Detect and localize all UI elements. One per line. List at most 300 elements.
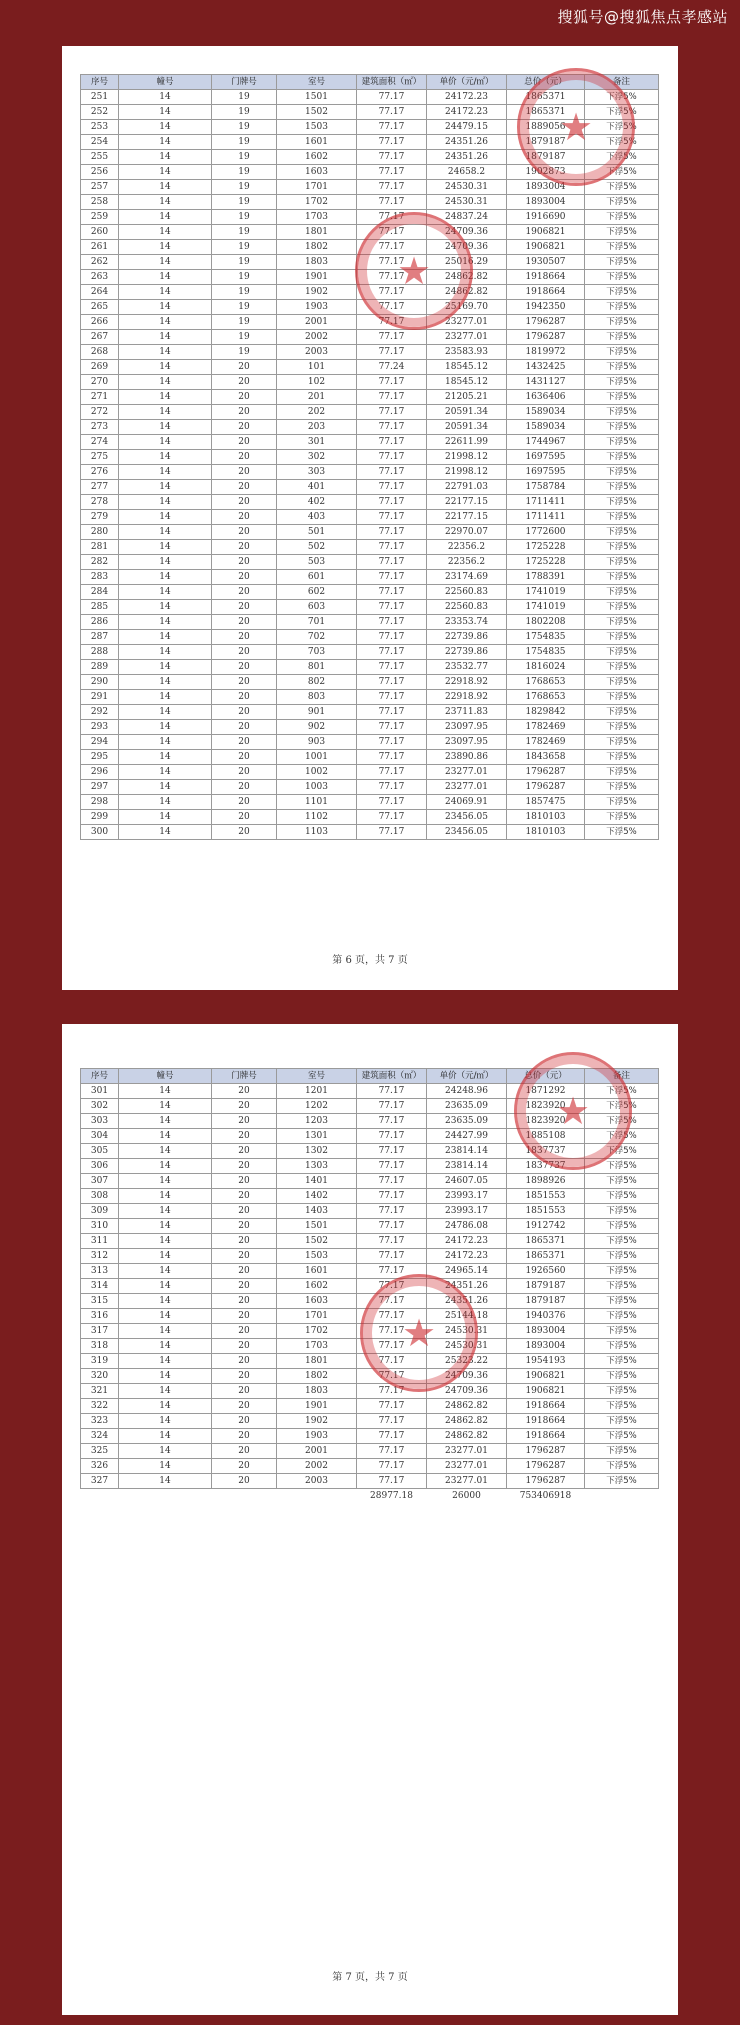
table-cell: 101 [277, 360, 357, 375]
table-cell: 22560.83 [427, 585, 507, 600]
table-cell: 324 [81, 1429, 119, 1444]
table-cell: 1502 [277, 1234, 357, 1249]
table-cell: 22356.2 [427, 540, 507, 555]
table-cell: 24530.31 [427, 1339, 507, 1354]
table-cell: 77.17 [357, 1414, 427, 1429]
table-cell: 21998.12 [427, 450, 507, 465]
table-cell: 282 [81, 555, 119, 570]
table-cell: 1803 [277, 1384, 357, 1399]
table-cell: 1001 [277, 750, 357, 765]
total-cell [585, 1489, 659, 1504]
table-cell: 77.17 [357, 435, 427, 450]
table-cell: 23277.01 [427, 1459, 507, 1474]
table-cell: 318 [81, 1339, 119, 1354]
watermark-text: 搜狐号@搜狐焦点孝感站 [557, 8, 728, 26]
table-cell: 271 [81, 390, 119, 405]
table-cell: 14 [119, 1459, 212, 1474]
table-cell: 20 [212, 540, 277, 555]
table-cell: 272 [81, 405, 119, 420]
table-row [81, 315, 659, 330]
table-cell: 1703 [277, 210, 357, 225]
table-cell: 20 [212, 1174, 277, 1189]
table-cell: 1636406 [507, 390, 585, 405]
table-cell: 19 [212, 255, 277, 270]
table-cell: 77.17 [357, 180, 427, 195]
table-cell: 259 [81, 210, 119, 225]
table-cell: 1697595 [507, 450, 585, 465]
table-cell: 下浮5% [585, 210, 659, 225]
table-cell: 77.17 [357, 1339, 427, 1354]
table-cell: 1879187 [507, 150, 585, 165]
table-cell: 24837.24 [427, 210, 507, 225]
table-cell: 下浮5% [585, 495, 659, 510]
table-cell: 77.17 [357, 165, 427, 180]
table-cell: 19 [212, 150, 277, 165]
table-cell: 下浮5% [585, 1144, 659, 1159]
table-cell: 14 [119, 405, 212, 420]
table-row [81, 1309, 659, 1324]
table-cell: 19 [212, 120, 277, 135]
table-cell: 266 [81, 315, 119, 330]
table-cell: 1603 [277, 1294, 357, 1309]
table-cell: 19 [212, 270, 277, 285]
table-cell: 20 [212, 765, 277, 780]
column-header: 室号 [277, 1069, 357, 1084]
table-cell: 1703 [277, 1339, 357, 1354]
table-cell: 1865371 [507, 90, 585, 105]
table-cell: 77.17 [357, 720, 427, 735]
table-cell: 23711.83 [427, 705, 507, 720]
table-cell: 14 [119, 360, 212, 375]
table-cell: 下浮5% [585, 135, 659, 150]
table-cell: 14 [119, 825, 212, 840]
table-cell: 23174.69 [427, 570, 507, 585]
table-cell: 308 [81, 1189, 119, 1204]
table-cell: 19 [212, 240, 277, 255]
table-cell: 273 [81, 420, 119, 435]
table-cell: 203 [277, 420, 357, 435]
table-cell: 289 [81, 660, 119, 675]
page-footer: 第 6 页，共 7 页 [332, 955, 408, 966]
table-cell: 261 [81, 240, 119, 255]
table-cell: 下浮5% [585, 600, 659, 615]
table-cell: 19 [212, 135, 277, 150]
table-cell: 14 [119, 180, 212, 195]
table-cell: 24530.31 [427, 1324, 507, 1339]
table-cell: 264 [81, 285, 119, 300]
table-cell: 23814.14 [427, 1144, 507, 1159]
table-cell: 77.17 [357, 1204, 427, 1219]
table-cell: 254 [81, 135, 119, 150]
table-cell: 601 [277, 570, 357, 585]
table-cell: 1503 [277, 120, 357, 135]
column-header: 建筑面积（㎡） [357, 1069, 427, 1084]
table-cell: 317 [81, 1324, 119, 1339]
table-cell: 77.17 [357, 150, 427, 165]
table-cell: 14 [119, 735, 212, 750]
table-cell: 下浮5% [585, 1114, 659, 1129]
table-cell: 23814.14 [427, 1159, 507, 1174]
table-cell: 22177.15 [427, 495, 507, 510]
table-cell: 327 [81, 1474, 119, 1489]
table-cell: 18545.12 [427, 375, 507, 390]
table-cell: 24172.23 [427, 90, 507, 105]
table-cell: 下浮5% [585, 675, 659, 690]
table-cell: 20 [212, 405, 277, 420]
table-cell: 下浮5% [585, 1339, 659, 1354]
table-cell: 14 [119, 540, 212, 555]
table-cell: 602 [277, 585, 357, 600]
table-cell: 19 [212, 210, 277, 225]
table-cell: 77.17 [357, 1354, 427, 1369]
table-cell: 19 [212, 315, 277, 330]
table-row [81, 630, 659, 645]
column-header: 序号 [81, 1069, 119, 1084]
table-cell: 77.17 [357, 90, 427, 105]
table-cell: 702 [277, 630, 357, 645]
table-row [81, 1084, 659, 1099]
table-cell: 14 [119, 1159, 212, 1174]
table-cell: 1898926 [507, 1174, 585, 1189]
table-cell: 14 [119, 705, 212, 720]
table-row [81, 540, 659, 555]
table-cell: 1431127 [507, 375, 585, 390]
table-cell: 下浮5% [585, 330, 659, 345]
table-row [81, 1324, 659, 1339]
table-cell: 312 [81, 1249, 119, 1264]
table-cell: 下浮5% [585, 240, 659, 255]
table-cell: 1865371 [507, 1234, 585, 1249]
table-row [81, 285, 659, 300]
table-cell: 14 [119, 345, 212, 360]
table-cell: 24172.23 [427, 105, 507, 120]
table-cell: 20 [212, 1264, 277, 1279]
table-cell: 1796287 [507, 765, 585, 780]
table-cell: 20 [212, 1399, 277, 1414]
table-row [81, 360, 659, 375]
table-cell: 下浮5% [585, 705, 659, 720]
table-row [81, 1219, 659, 1234]
table-cell: 14 [119, 1279, 212, 1294]
table-cell: 22918.92 [427, 690, 507, 705]
table-cell: 299 [81, 810, 119, 825]
table-cell: 14 [119, 720, 212, 735]
table-cell: 下浮5% [585, 180, 659, 195]
table-cell: 77.17 [357, 660, 427, 675]
table-cell: 下浮5% [585, 360, 659, 375]
table-cell: 1902 [277, 285, 357, 300]
table-cell: 77.17 [357, 1429, 427, 1444]
table-cell: 20 [212, 1159, 277, 1174]
table-cell: 20 [212, 420, 277, 435]
table-cell: 1725228 [507, 540, 585, 555]
table-cell: 20 [212, 690, 277, 705]
table-header-row [81, 1069, 659, 1084]
table-cell: 24862.82 [427, 1399, 507, 1414]
table-cell: 1901 [277, 1399, 357, 1414]
table-cell: 1903 [277, 300, 357, 315]
table-cell: 1402 [277, 1189, 357, 1204]
table-cell: 下浮5% [585, 1234, 659, 1249]
table-cell: 901 [277, 705, 357, 720]
table-cell: 20 [212, 450, 277, 465]
table-cell: 1796287 [507, 1444, 585, 1459]
table-cell: 14 [119, 615, 212, 630]
table-cell: 下浮5% [585, 255, 659, 270]
table-cell: 下浮5% [585, 1474, 659, 1489]
table-cell: 24709.36 [427, 1384, 507, 1399]
table-cell: 14 [119, 1474, 212, 1489]
table-cell: 14 [119, 1264, 212, 1279]
table-cell: 288 [81, 645, 119, 660]
table-cell: 下浮5% [585, 570, 659, 585]
table-cell: 24351.26 [427, 1279, 507, 1294]
table-cell: 下浮5% [585, 1099, 659, 1114]
table-cell: 23277.01 [427, 1474, 507, 1489]
table-cell: 77.17 [357, 690, 427, 705]
table-cell: 下浮5% [585, 300, 659, 315]
table-cell: 下浮5% [585, 555, 659, 570]
table-cell: 23277.01 [427, 315, 507, 330]
table-cell: 下浮5% [585, 735, 659, 750]
table-row [81, 1369, 659, 1384]
table-cell: 24427.99 [427, 1129, 507, 1144]
table-cell: 24351.26 [427, 135, 507, 150]
table-cell: 20 [212, 795, 277, 810]
table-cell: 263 [81, 270, 119, 285]
table-cell: 801 [277, 660, 357, 675]
table-cell: 23097.95 [427, 735, 507, 750]
table-cell: 77.17 [357, 600, 427, 615]
table-cell: 1893004 [507, 195, 585, 210]
column-header: 门牌号 [212, 75, 277, 90]
table-cell: 77.17 [357, 390, 427, 405]
table-cell: 24351.26 [427, 150, 507, 165]
table-row [81, 585, 659, 600]
table-cell: 77.17 [357, 540, 427, 555]
table-cell: 1893004 [507, 1339, 585, 1354]
table-cell: 20 [212, 1084, 277, 1099]
table-cell: 14 [119, 795, 212, 810]
table-cell: 23277.01 [427, 1444, 507, 1459]
table-cell: 77.17 [357, 1114, 427, 1129]
table-cell: 20 [212, 1204, 277, 1219]
table-cell: 1697595 [507, 465, 585, 480]
table-cell: 20 [212, 360, 277, 375]
table-cell: 14 [119, 675, 212, 690]
table-cell: 278 [81, 495, 119, 510]
table-cell: 22739.86 [427, 645, 507, 660]
table-row [81, 1174, 659, 1189]
table-cell: 14 [119, 525, 212, 540]
table-cell: 1902873 [507, 165, 585, 180]
table-cell: 292 [81, 705, 119, 720]
total-cell: 753406918 [519, 1491, 572, 1501]
column-header: 单价（元/㎡） [427, 75, 507, 90]
table-cell: 14 [119, 120, 212, 135]
table-row [81, 480, 659, 495]
table-cell: 14 [119, 1219, 212, 1234]
table-cell: 297 [81, 780, 119, 795]
table-row [81, 1159, 659, 1174]
table-cell: 1003 [277, 780, 357, 795]
seal-star-icon: ★ [555, 1089, 591, 1133]
table-cell: 77.24 [357, 360, 427, 375]
table-cell: 20 [212, 1459, 277, 1474]
table-cell: 下浮5% [585, 165, 659, 180]
table-cell: 下浮5% [585, 810, 659, 825]
table-cell: 77.17 [357, 285, 427, 300]
table-row [81, 420, 659, 435]
table-cell: 14 [119, 480, 212, 495]
table-cell: 298 [81, 795, 119, 810]
table-cell: 277 [81, 480, 119, 495]
table-cell: 1303 [277, 1159, 357, 1174]
table-row [81, 810, 659, 825]
table-cell: 14 [119, 495, 212, 510]
table-cell: 下浮5% [585, 480, 659, 495]
table-cell: 1823920 [507, 1099, 585, 1114]
table-cell: 22356.2 [427, 555, 507, 570]
table-cell: 24248.96 [427, 1084, 507, 1099]
table-cell: 77.17 [357, 570, 427, 585]
table-cell: 14 [119, 1444, 212, 1459]
table-cell: 77.17 [357, 480, 427, 495]
table-row [81, 555, 659, 570]
table-row [81, 1099, 659, 1114]
table-cell: 24709.36 [427, 1369, 507, 1384]
table-cell: 25144.18 [427, 1309, 507, 1324]
table-cell: 21205.21 [427, 390, 507, 405]
table-cell: 77.17 [357, 405, 427, 420]
table-cell: 274 [81, 435, 119, 450]
table-cell: 1893004 [507, 1324, 585, 1339]
table-cell: 下浮5% [585, 450, 659, 465]
table-cell: 307 [81, 1174, 119, 1189]
table-cell: 20 [212, 495, 277, 510]
table-cell: 下浮5% [585, 1129, 659, 1144]
price-table-page-6 [80, 74, 659, 840]
table-cell: 14 [119, 1414, 212, 1429]
table-row [81, 525, 659, 540]
table-cell: 24172.23 [427, 1249, 507, 1264]
table-cell: 293 [81, 720, 119, 735]
table-cell: 14 [119, 465, 212, 480]
table-row [81, 255, 659, 270]
table-cell: 14 [119, 1369, 212, 1384]
table-cell: 903 [277, 735, 357, 750]
table-cell: 1810103 [507, 825, 585, 840]
table-cell: 下浮5% [585, 1174, 659, 1189]
table-cell: 下浮5% [585, 90, 659, 105]
table-cell: 320 [81, 1369, 119, 1384]
table-cell: 202 [277, 405, 357, 420]
table-cell: 下浮5% [585, 1249, 659, 1264]
table-cell: 1741019 [507, 585, 585, 600]
table-cell: 1744967 [507, 435, 585, 450]
table-cell: 77.17 [357, 735, 427, 750]
table-cell: 20 [212, 825, 277, 840]
table-cell: 23277.01 [427, 765, 507, 780]
table-cell: 下浮5% [585, 825, 659, 840]
table-cell: 1432425 [507, 360, 585, 375]
table-cell: 下浮5% [585, 390, 659, 405]
table-row [81, 645, 659, 660]
table-cell: 14 [119, 210, 212, 225]
table-cell: 77.17 [357, 195, 427, 210]
table-cell: 322 [81, 1399, 119, 1414]
table-row [81, 165, 659, 180]
table-cell: 1837737 [507, 1144, 585, 1159]
table-cell: 14 [119, 1429, 212, 1444]
table-cell: 1501 [277, 90, 357, 105]
table-cell: 23635.09 [427, 1114, 507, 1129]
table-cell: 下浮5% [585, 1219, 659, 1234]
table-cell: 303 [81, 1114, 119, 1129]
table-cell: 2003 [277, 345, 357, 360]
table-cell: 255 [81, 150, 119, 165]
table-cell: 24862.82 [427, 270, 507, 285]
table-cell: 14 [119, 1189, 212, 1204]
table-row [81, 210, 659, 225]
table-cell: 18545.12 [427, 360, 507, 375]
table-row [81, 1249, 659, 1264]
table-cell: 77.17 [357, 1279, 427, 1294]
table-cell: 253 [81, 120, 119, 135]
table-cell: 1711411 [507, 495, 585, 510]
table-cell: 14 [119, 1384, 212, 1399]
table-cell: 20 [212, 1129, 277, 1144]
table-cell: 14 [119, 810, 212, 825]
table-row [81, 1129, 659, 1144]
column-header: 门牌号 [212, 1069, 277, 1084]
table-cell: 1768653 [507, 675, 585, 690]
table-cell: 77.17 [357, 1294, 427, 1309]
table-cell: 19 [212, 195, 277, 210]
table-cell: 下浮5% [585, 1189, 659, 1204]
total-cell [119, 1489, 212, 1504]
table-cell: 下浮5% [585, 315, 659, 330]
table-cell: 1796287 [507, 1459, 585, 1474]
table-cell: 24607.05 [427, 1174, 507, 1189]
table-cell: 下浮5% [585, 435, 659, 450]
table-cell: 802 [277, 675, 357, 690]
table-cell: 77.17 [357, 1474, 427, 1489]
table-cell: 下浮5% [585, 375, 659, 390]
table-cell: 1918664 [507, 270, 585, 285]
table-cell: 24351.26 [427, 1294, 507, 1309]
table-cell: 14 [119, 750, 212, 765]
table-cell: 20 [212, 555, 277, 570]
table-cell: 14 [119, 255, 212, 270]
table-cell: 319 [81, 1354, 119, 1369]
table-cell: 23097.95 [427, 720, 507, 735]
table-cell: 20 [212, 510, 277, 525]
table-cell: 20 [212, 1144, 277, 1159]
table-cell: 401 [277, 480, 357, 495]
table-cell: 14 [119, 645, 212, 660]
table-cell: 14 [119, 1129, 212, 1144]
column-header: 备注 [585, 1069, 659, 1084]
table-cell: 下浮5% [585, 795, 659, 810]
table-cell: 301 [81, 1084, 119, 1099]
table-cell: 325 [81, 1444, 119, 1459]
table-cell: 20 [212, 1414, 277, 1429]
table-cell: 1906821 [507, 225, 585, 240]
table-cell: 265 [81, 300, 119, 315]
table-row [81, 1339, 659, 1354]
table-cell: 20 [212, 600, 277, 615]
